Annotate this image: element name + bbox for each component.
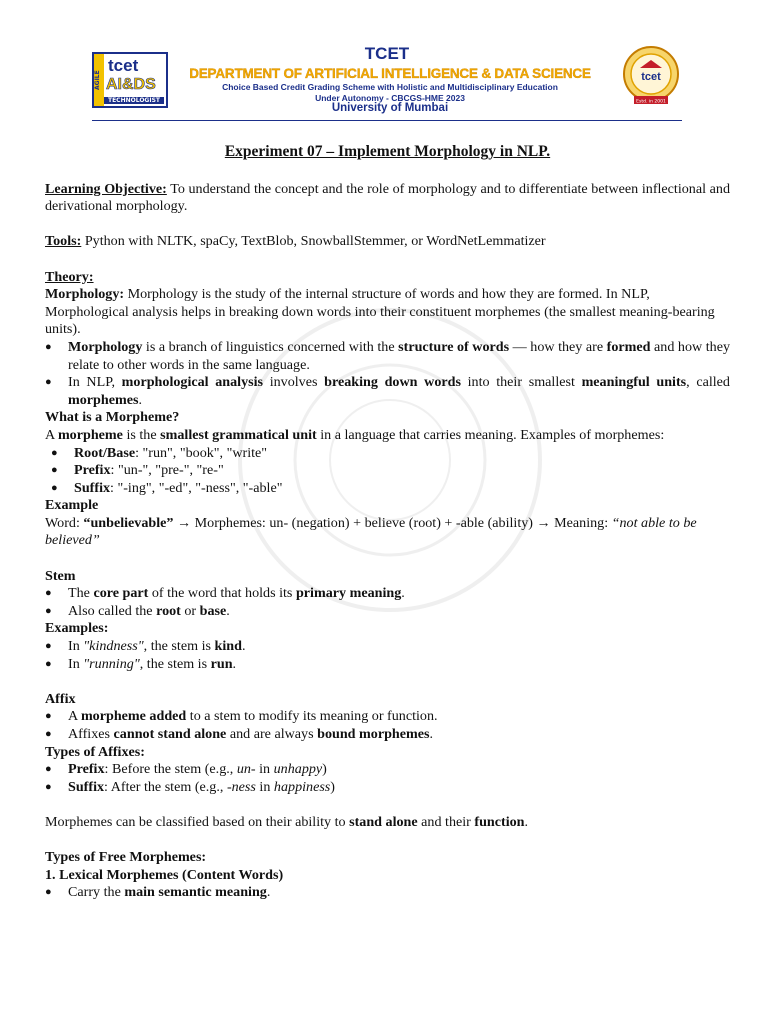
tools [45, 233, 730, 251]
affix-bullets [45, 708, 730, 743]
list-item: ● Affixes cannot stand alone and are always bound morphemes. [45, 726, 730, 744]
lexical-bullets [45, 884, 730, 902]
list-item: ● Morphology is a branch of linguistics concerned with the structure of words — how they are formed and how they relate to other words in the same language. [45, 339, 730, 374]
list-item: ● Prefix: "un-", "pre-", "re-" [45, 462, 730, 480]
morpheme-examples [45, 445, 730, 498]
header-divider [92, 120, 682, 121]
theory-bullets [45, 339, 730, 409]
stem-examples [45, 638, 730, 673]
document-body [45, 143, 730, 902]
logo-agile-text: AGILE [94, 54, 104, 106]
tcet-crest-icon [620, 44, 682, 110]
affix-types-heading: Types of Affixes: [45, 743, 145, 760]
tools-text: Python with NLTK, spaCy, TextBlob, SnowballStemmer, or WordNetLemmatizer [81, 233, 546, 250]
morphology-definition [45, 286, 730, 339]
affix-heading: Affix [45, 690, 76, 707]
university-name: University of Mumbai [331, 102, 449, 114]
example-heading: Example [45, 497, 99, 514]
theory-label: Theory: [45, 268, 94, 285]
learning-objective [45, 181, 730, 216]
lexical-morphemes-heading: 1. Lexical Morphemes (Content Words) [45, 866, 284, 883]
morpheme-definition: A morpheme is the smallest grammatical unit in a language that carries meaning. Examples of morphemes: [45, 426, 665, 443]
objective-text: To understand the concept and the role of morphology and to differentiate between inflectional and derivational morphology. [45, 180, 731, 215]
list-item: ● Suffix: "-ing", "-ed", "-ness", "-able" [45, 480, 730, 498]
list-item: ● A morpheme added to a stem to modify its meaning or function. [45, 708, 730, 726]
experiment-title: Experiment 07 – Implement Morphology in NLP. [224, 143, 551, 160]
stem-bullets [45, 585, 730, 620]
list-item: ● Suffix: After the stem (e.g., -ness in happiness) [45, 779, 730, 797]
autonomy-line: Under Autonomy - CBCGS-HME 2023 [315, 93, 465, 103]
letterhead [92, 44, 682, 122]
list-item: ● Also called the root or base. [45, 603, 730, 621]
tools-label: Tools: [45, 233, 82, 250]
example-text: Word: “unbelievable” → Morphemes: un- (negation) + believe (root) + -able (ability) → Meaning: “not able to be believed” [45, 514, 697, 549]
scheme-line: Choice Based Credit Grading Scheme with Holistic and Multidisciplinary Education [222, 82, 558, 92]
morphology-text: Morphology is the study of the internal structure of words and how they are formed. In NLP, Morphological analysis helps in breaking down words into their constituent morphemes (the smallest meaning-bearing units). [45, 286, 715, 338]
stem-heading: Stem [45, 567, 76, 584]
crest-text: tcet [641, 71, 661, 83]
list-item: ● The core part of the word that holds its primary meaning. [45, 585, 730, 603]
list-item: ● Carry the main semantic meaning. [45, 884, 730, 902]
theory-heading [45, 269, 730, 287]
list-item: ● In "kindness", the stem is kind. [45, 638, 730, 656]
objective-label: Learning Objective: [45, 180, 167, 197]
department-name: DEPARTMENT OF ARTIFICIAL INTELLIGENCE & DATA SCIENCE [189, 66, 591, 81]
classification-text: Morphemes can be classified based on their ability to stand alone and their function. [45, 813, 529, 830]
crest-estd-text: Estd. in 2001 [636, 99, 666, 105]
stem-examples-heading: Examples: [45, 620, 109, 637]
list-item: ● In "running", the stem is run. [45, 656, 730, 674]
list-item: ● In NLP, morphological analysis involves breaking down words into their smallest meaningful units, called morphemes. [45, 374, 730, 409]
logo-tcet-text: tcet [108, 56, 139, 75]
morphology-label: Morphology: [45, 286, 125, 303]
list-item: ● Prefix: Before the stem (e.g., un- in unhappy) [45, 761, 730, 779]
institute-title: TCET [364, 44, 410, 63]
list-item: ● Root/Base: "run", "book", "write" [45, 445, 730, 463]
affix-types [45, 761, 730, 796]
logo-aids-text: AI&DS [106, 76, 156, 93]
morpheme-heading: What is a Morpheme? [45, 409, 180, 426]
free-morphemes-heading: Types of Free Morphemes: [45, 849, 207, 866]
logo-technologist-text: TECHNOLOGIST [104, 97, 164, 104]
